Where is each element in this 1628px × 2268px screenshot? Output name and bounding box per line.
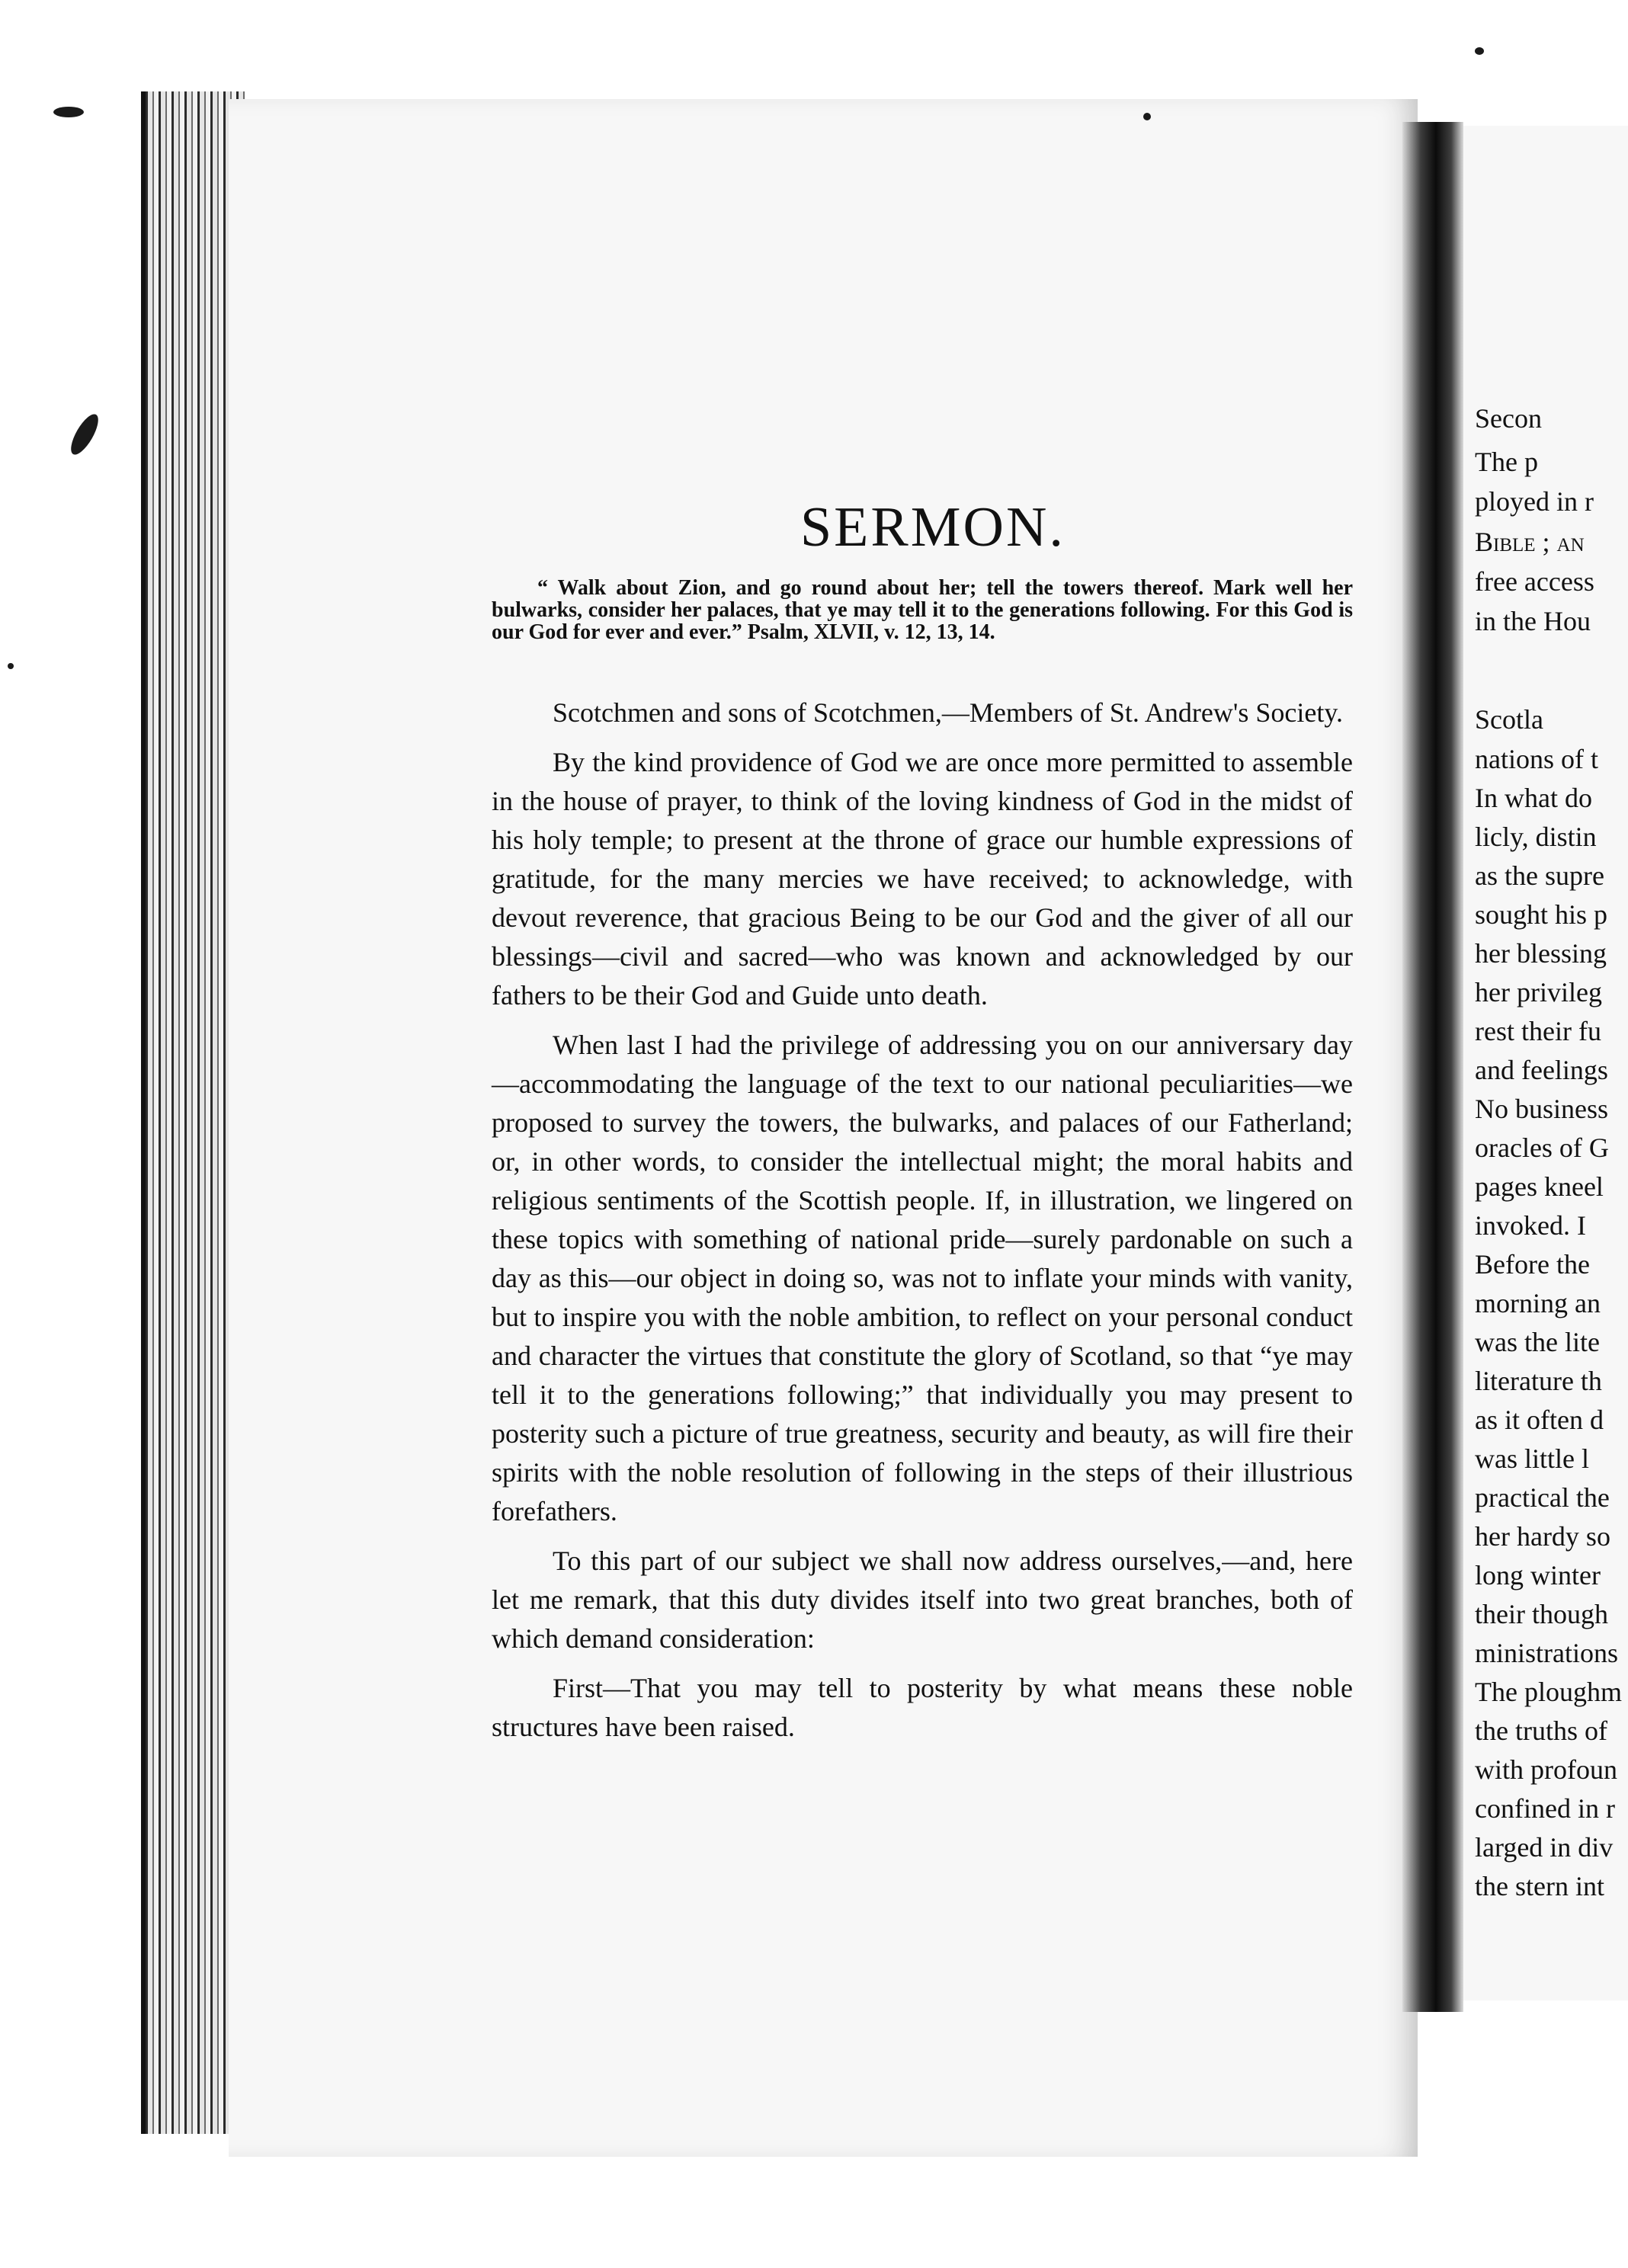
right-line: the stern int bbox=[1475, 1871, 1604, 1901]
right-line: and feelings bbox=[1475, 1055, 1608, 1085]
sermon-title: SERMON. bbox=[800, 496, 1066, 559]
right-line: practical the bbox=[1475, 1482, 1610, 1513]
right-line: rest their fu bbox=[1475, 1016, 1601, 1046]
right-line: No business bbox=[1475, 1094, 1609, 1124]
right-line: Scotla bbox=[1475, 704, 1543, 735]
right-line: Bible ; an bbox=[1475, 527, 1585, 557]
right-line: the truths of bbox=[1475, 1715, 1607, 1746]
right-page-text-fragment-lower bbox=[1475, 1753, 1628, 1943]
right-line: nations of t bbox=[1475, 744, 1598, 774]
right-line: licly, distin bbox=[1475, 822, 1597, 852]
right-line: free access bbox=[1475, 566, 1594, 597]
scan-speck bbox=[1475, 47, 1484, 55]
right-line: pages kneel bbox=[1475, 1171, 1604, 1202]
right-line: confined in r bbox=[1475, 1793, 1615, 1824]
scan-speck bbox=[53, 107, 84, 117]
right-line: invoked. I bbox=[1475, 1210, 1586, 1241]
right-line: larged in div bbox=[1475, 1832, 1614, 1863]
right-line: ployed in r bbox=[1475, 486, 1594, 517]
right-line: In what do bbox=[1475, 783, 1592, 813]
right-line: The p bbox=[1475, 447, 1538, 477]
paragraph: Scotchmen and sons of Scotchmen,—Members of St. Andrew's Society. bbox=[553, 697, 1344, 728]
right-line: their though bbox=[1475, 1599, 1608, 1629]
paragraph: By the kind providence of God we are once more permitted to assemble in the house of prayer, to think of the loving kindness of God in the midst of his holy temple; to present at the throne of grace our humble expressions of gratitude, for the many mercies we have received; to acknowledge, with devout reverence, that gracious Being to be our God and the giver of all our blessings—civil and sacred—who was known and acknowledged by our fathers to be their God and Guide unto death. bbox=[492, 747, 1353, 1011]
sermon-body bbox=[492, 694, 1353, 1757]
right-line: was little l bbox=[1475, 1443, 1589, 1474]
right-line: morning an bbox=[1475, 1288, 1601, 1318]
paragraph: When last I had the privilege of addressing you on our anniversary day—accommodating the language of the text to our national peculiarities—we proposed to survey the towers, the bulwarks, and palaces of our Fatherland; or, in other words, to consider the intellectual might; the moral habits and religious sentiments of the Scottish people. If, in illustration, we lingered on these topics with something of national pride—surely pardonable on such a day as this—our object in doing so, was not to inflate your minds with vanity, but to inspire you with the noble ambition, to reflect on your personal conduct and character the virtues that constitute the glory of Scotland, so that “ye may tell it to the generations following;” that individually you may present to posterity such a picture of true greatness, security and beauty, as will fire their spirits with the noble resolution of following in the steps of their illustrious forefathers. bbox=[492, 1030, 1353, 1526]
right-line: Secon bbox=[1475, 403, 1542, 434]
right-line: ministrations bbox=[1475, 1638, 1618, 1668]
right-line: literature th bbox=[1475, 1366, 1602, 1396]
scripture-epigraph: “ Walk about Zion, and go round about her; tell the towers thereof. Mark well her bulwarks, consider her palaces, that ye may tell it to the generations following. For this God is our God for ever and ever.” Psalm, XLVII, v. 12, 13, 14. bbox=[492, 576, 1353, 644]
right-line: her hardy so bbox=[1475, 1521, 1610, 1552]
right-page-text-fragment bbox=[1475, 0, 1628, 1753]
scan-speck bbox=[1143, 113, 1151, 120]
scan-speck bbox=[66, 411, 103, 459]
right-line: her privileg bbox=[1475, 977, 1602, 1007]
book-gutter bbox=[1402, 122, 1463, 2012]
right-line: in the Hou bbox=[1475, 606, 1591, 636]
right-line: sought his p bbox=[1475, 899, 1608, 930]
paragraph: To this part of our subject we shall now address ourselves,—and, here let me remark, that this duty divides itself into two great branches, both of which demand consideration: bbox=[492, 1546, 1353, 1654]
right-line: oracles of G bbox=[1475, 1132, 1609, 1163]
right-line: her blessing bbox=[1475, 938, 1607, 969]
right-line: was the lite bbox=[1475, 1327, 1600, 1357]
right-line: as the supre bbox=[1475, 860, 1604, 891]
right-line: The ploughm bbox=[1475, 1677, 1622, 1707]
paragraph: First—That you may tell to posterity by what means these noble structures have been raised. bbox=[492, 1673, 1353, 1742]
right-line: long winter bbox=[1475, 1560, 1601, 1590]
right-line: Before the bbox=[1475, 1249, 1590, 1280]
right-line: with profoun bbox=[1475, 1754, 1617, 1785]
right-line: as it often d bbox=[1475, 1405, 1604, 1435]
scan-speck bbox=[8, 663, 14, 669]
